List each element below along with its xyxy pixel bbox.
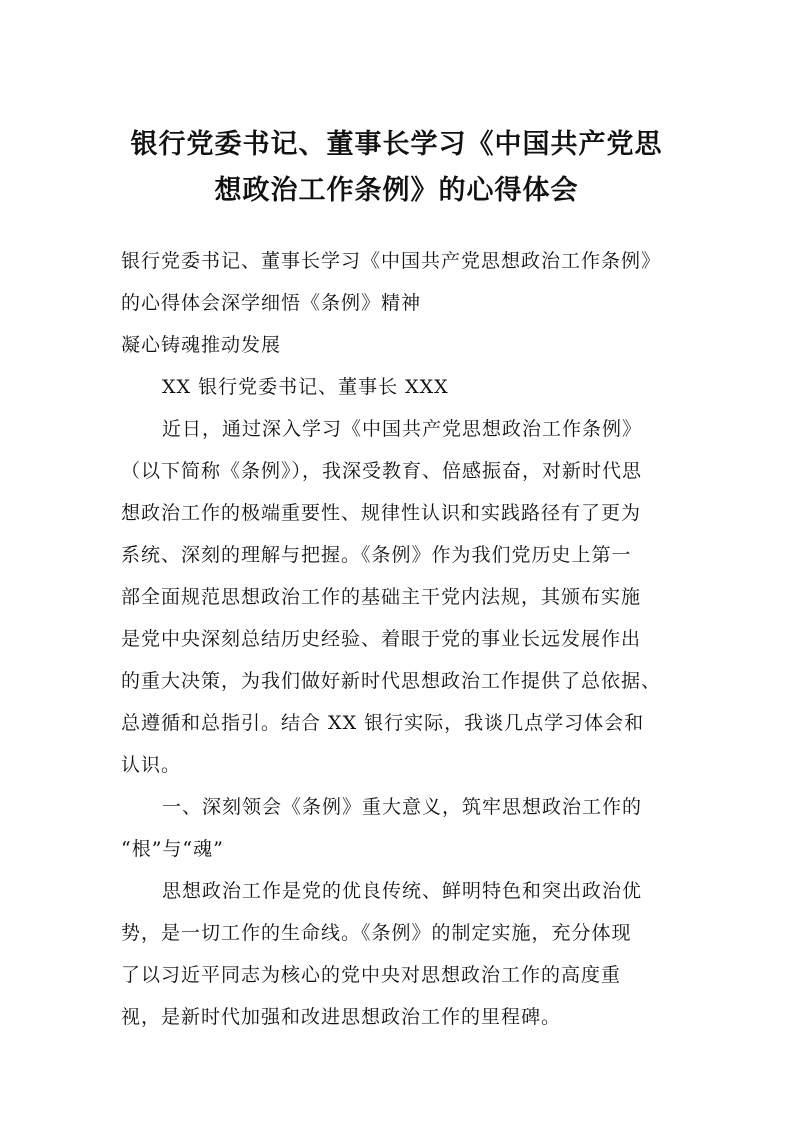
paragraph-1-line-2: （以下简称《条例》），我深受教育、倍感振奋，对新时代思 (121, 460, 643, 482)
paragraph-2-line-3: 了以习近平同志为核心的党中央对思想政治工作的高度重 (121, 964, 622, 986)
paragraph-1-line-5: 部全面规范思想政治工作的基础主干党内法规，其颁布实施 (121, 586, 642, 608)
author-line: XX 银行党委书记、董事长 XXX (162, 376, 449, 398)
subtitle-line-3: 凝心铸魂推动发展 (121, 334, 282, 356)
subtitle-line-2: 的心得体会深学细悟《条例》精神 (121, 292, 422, 314)
paragraph-1-line-3: 想政治工作的极端重要性、规律性认识和实践路径有了更为 (121, 502, 642, 524)
paragraph-2-line-4: 视，是新时代加强和改进思想政治工作的里程碑。 (121, 1006, 562, 1028)
paragraph-1-line-1: 近日，通过深入学习《中国共产党思想政治工作条例》 (162, 418, 643, 440)
paragraph-1-line-9: 认识。 (121, 754, 182, 776)
paragraph-1-line-6: 是党中央深刻总结历史经验、着眼于党的事业长远发展作出 (121, 628, 642, 650)
subtitle-line-1: 银行党委书记、董事长学习《中国共产党思想政治工作条例》 (121, 250, 662, 272)
paragraph-1-line-4: 系统、深刻的理解与把握。《条例》作为我们党历史上第一 (121, 544, 632, 566)
document-title-line-2: 想政治工作条例》的心得体会 (214, 175, 579, 206)
section-heading-line-2: “根”与“魂” (121, 838, 224, 860)
paragraph-2-line-1: 思想政治工作是党的优良传统、鲜明特色和突出政治优 (162, 880, 643, 902)
paragraph-1-line-7: 的重大决策，为我们做好新时代思想政治工作提供了总依据、 (121, 670, 662, 692)
document-title-line-1: 银行党委书记、董事长学习《中国共产党思 (130, 129, 663, 160)
paragraph-1-line-8: 总遵循和总指引。结合 XX 银行实际，我谈几点学习体会和 (121, 712, 645, 734)
section-heading-line-1: 一、深刻领会《条例》重大意义，筑牢思想政治工作的 (162, 796, 643, 818)
paragraph-2-line-2: 势，是一切工作的生命线。《条例》的制定实施，充分体现 (121, 922, 632, 944)
